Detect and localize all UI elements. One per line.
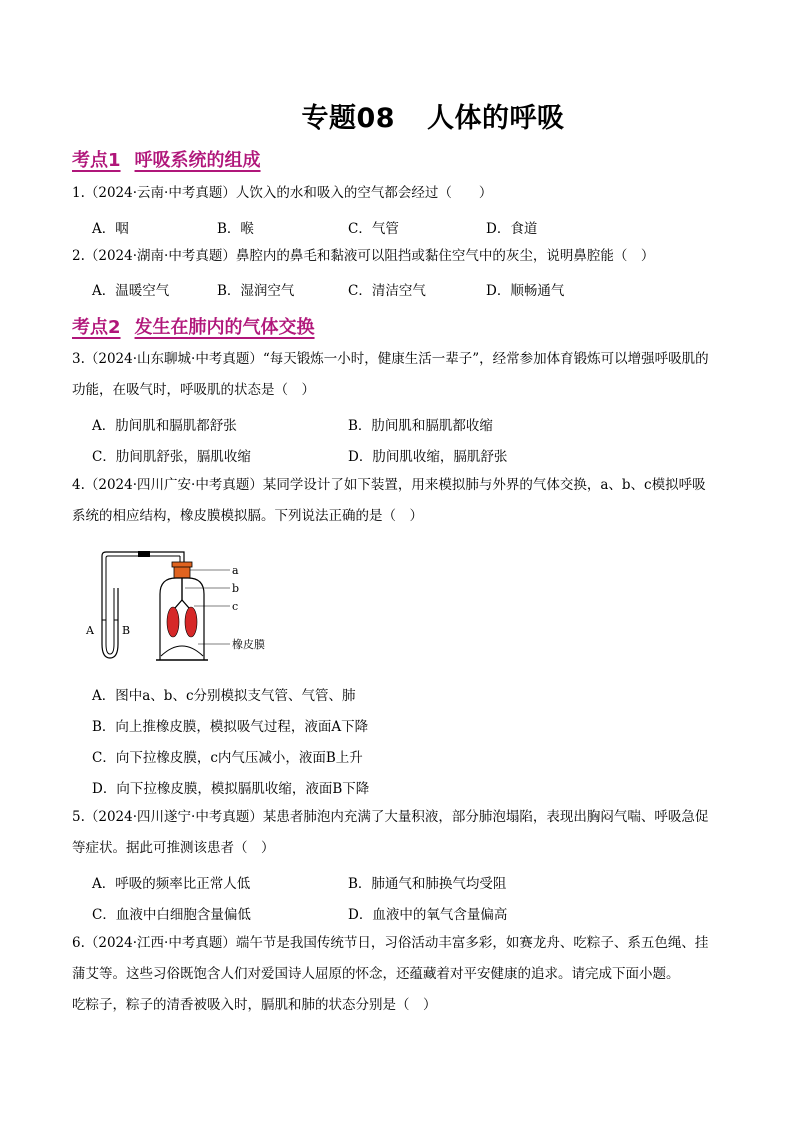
option-c[interactable]: C．肋间肌舒张，膈肌收缩 [92, 449, 251, 465]
option-d[interactable]: D．顺畅通气 [486, 283, 565, 299]
option-d[interactable]: D．肋间肌收缩，膈肌舒张 [348, 449, 508, 465]
question-4-option-d-row [92, 777, 732, 797]
section-number: 考点2 [72, 317, 121, 338]
option-b[interactable]: B．喉 [217, 221, 254, 237]
option-c[interactable]: C．清洁空气 [348, 283, 426, 299]
label-tube-b: B [122, 624, 131, 637]
title-part2: 人体的呼吸 [427, 103, 565, 134]
question-4-line1: 4.（2024·四川广安·中考真题）某同学设计了如下装置，用来模拟肺与外界的气体交换，a、b、c模拟呼吸 [72, 477, 706, 493]
question-3-line1: 3.（2024·山东聊城·中考真题）“每天锻炼一小时，健康生活一辈子”，经常参加体育锻炼可以增强呼吸肌的 [72, 351, 709, 367]
question-4 [72, 470, 722, 532]
question-6-line2: 蒲艾等。这些习俗既饱含人们对爱国诗人屈原的怀念，还蕴藏着对平安健康的追求。请完成下面小题。 [72, 966, 680, 982]
option-d[interactable]: D．血液中的氧气含量偏高 [348, 907, 508, 923]
question-4-option-c-row [92, 746, 732, 766]
question-5-options-row1 [92, 872, 732, 892]
question-4-option-b-row [92, 715, 732, 735]
section-title: 呼吸系统的组成 [134, 150, 261, 171]
question-6 [72, 928, 722, 1021]
section-number: 考点1 [72, 150, 121, 171]
section-title: 发生在肺内的气体交换 [134, 317, 315, 338]
label-b: b [232, 582, 240, 595]
question-3-options-row2 [92, 445, 732, 465]
question-2-options [92, 279, 732, 299]
option-a[interactable]: A．图中a、b、c分别模拟支气管、气管、肺 [92, 688, 356, 704]
option-b[interactable]: B．肺通气和肺换气均受阻 [348, 876, 507, 892]
question-5-line1: 5.（2024·四川遂宁·中考真题）某患者肺泡内充满了大量积液，部分肺泡塌陷，表现出胸闷气喘、呼吸急促 [72, 809, 709, 825]
label-membrane: 橡皮膜 [232, 638, 265, 651]
question-4-option-a-row [92, 684, 732, 704]
title-part1: 专题08 [301, 103, 396, 134]
page-title [0, 96, 794, 135]
option-b[interactable]: B．肋间肌和膈肌都收缩 [348, 418, 493, 434]
question-5-options-row2 [92, 903, 732, 923]
option-a[interactable]: A．咽 [92, 221, 129, 237]
section-heading-1 [72, 146, 261, 172]
label-c: c [232, 600, 239, 613]
question-3-line2: 功能，在吸气时，呼吸肌的状态是（ ） [72, 382, 315, 398]
section-heading-2 [72, 313, 315, 339]
question-4-line2: 系统的相应结构，橡皮膜模拟膈。下列说法正确的是（ ） [72, 508, 423, 524]
question-3-options-row1 [92, 414, 732, 434]
option-a[interactable]: A．温暖空气 [92, 283, 170, 299]
option-d[interactable]: D．向下拉橡皮膜，模拟膈肌收缩，液面B下降 [92, 781, 370, 797]
option-b[interactable]: B．湿润空气 [217, 283, 295, 299]
question-6-line3: 吃粽子，粽子的清香被吸入时，膈肌和肺的状态分别是（ ） [72, 997, 437, 1013]
option-c[interactable]: C．气管 [348, 221, 399, 237]
question-5 [72, 802, 722, 864]
lung-model-figure [80, 548, 280, 666]
question-5-line2: 等症状。据此可推测该患者（ ） [72, 840, 275, 856]
question-1-options [92, 217, 732, 237]
label-a: a [232, 564, 239, 577]
option-a[interactable]: A．呼吸的频率比正常人低 [92, 876, 251, 892]
option-d[interactable]: D．食道 [486, 221, 538, 237]
question-1: 1.（2024·云南·中考真题）人饮入的水和吸入的空气都会经过（ ） [72, 185, 493, 201]
question-6-line1: 6.（2024·江西·中考真题）端午节是我国传统节日，习俗活动丰富多彩，如赛龙舟、吃粽子、系五色绳、挂 [72, 935, 709, 951]
question-2: 2.（2024·湖南·中考真题）鼻腔内的鼻毛和黏液可以阻挡或黏住空气中的灰尘，说明鼻腔能（ ） [72, 248, 655, 264]
option-a[interactable]: A．肋间肌和膈肌都舒张 [92, 418, 237, 434]
option-c[interactable]: C．血液中白细胞含量偏低 [92, 907, 251, 923]
option-b[interactable]: B．向上推橡皮膜，模拟吸气过程，液面A下降 [92, 719, 369, 735]
label-tube-a: A [86, 624, 94, 637]
option-c[interactable]: C．向下拉橡皮膜，c内气压减小，液面B上升 [92, 750, 363, 766]
question-3 [72, 344, 722, 406]
